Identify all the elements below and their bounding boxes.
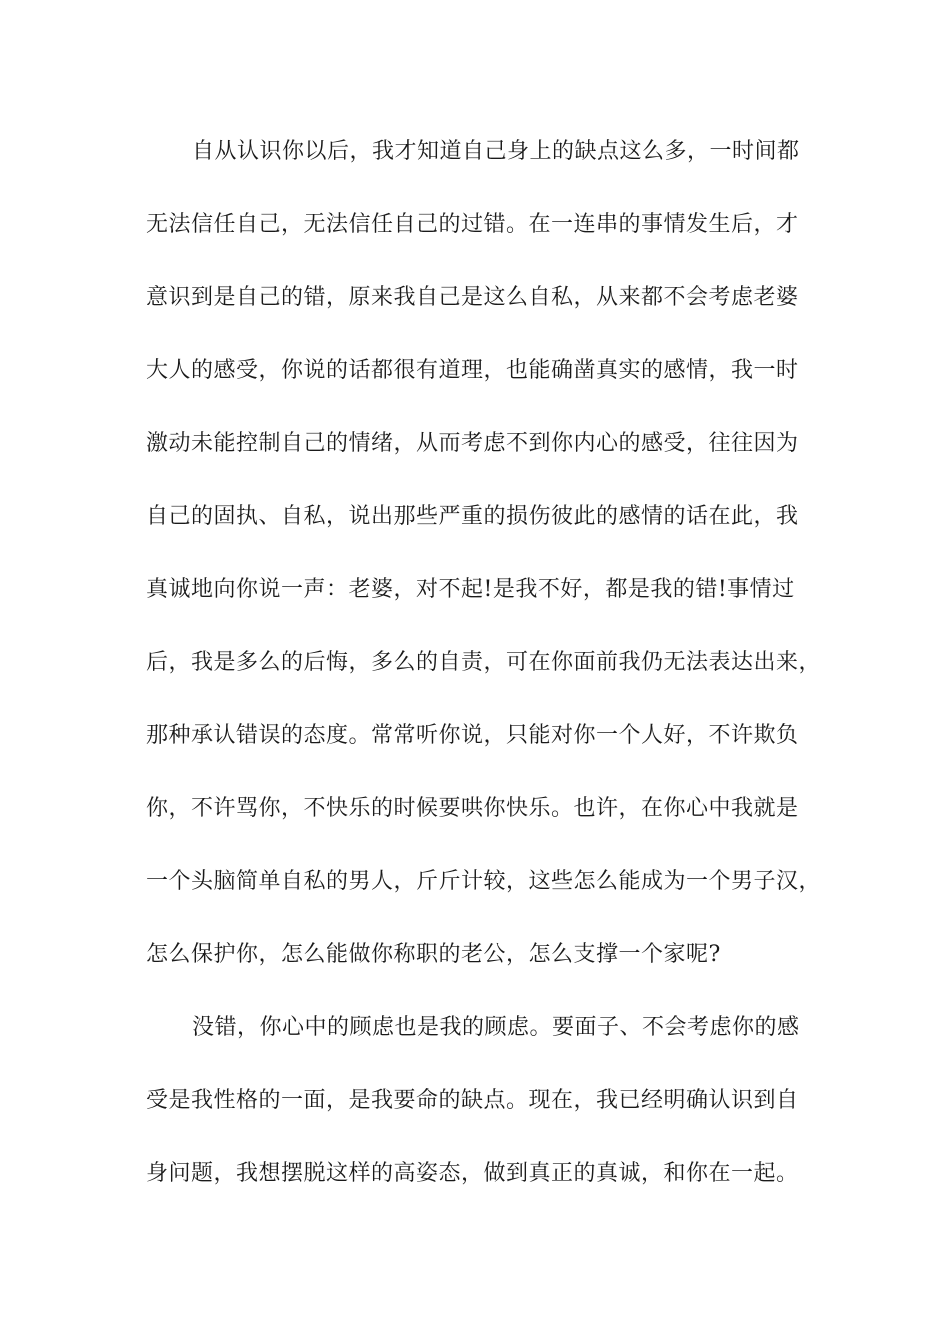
document-body (146, 132, 826, 1227)
paragraph-1-line-6: 自己的固执、自私，说出那些严重的损伤彼此的感情的话在此，我 (146, 504, 799, 529)
paragraph-2-line-2: 受是我性格的一面，是我要命的缺点。现在，我已经明确认识到自 (146, 1088, 799, 1113)
paragraph-2-line-3: 身问题，我想摆脱这样的高姿态，做到真正的真诚，和你在一起。 (146, 1161, 799, 1186)
paragraph-1-line-10: 你，不许骂你，不快乐的时候要哄你快乐。也许，在你心中我就是 (146, 796, 799, 821)
paragraph-1-line-11: 一个头脑简单自私的男人，斤斤计较，这些怎么能成为一个男子汉， (146, 869, 822, 894)
paragraph-1-line-9: 那种承认错误的态度。常常听你说，只能对你一个人好，不许欺负 (146, 723, 799, 748)
paragraph-1-line-12: 怎么保护你，怎么能做你称职的老公，怎么支撑一个家呢? (146, 942, 721, 967)
paragraph-1-line-4: 大人的感受，你说的话都很有道理，也能确凿真实的感情，我一时 (146, 358, 799, 383)
paragraph-1-line-5: 激动未能控制自己的情绪，从而考虑不到你内心的感受，往往因为 (146, 431, 799, 456)
paragraph-1-line-1: 自从认识你以后，我才知道自己身上的缺点这么多，一时间都 (192, 139, 800, 164)
paragraph-1-line-8: 后，我是多么的后悔，多么的自责，可在你面前我仍无法表达出来， (146, 650, 822, 675)
paragraph-2-line-1: 没错，你心中的顾虑也是我的顾虑。要面子、不会考虑你的感 (192, 1015, 800, 1040)
paragraph-1-line-3: 意识到是自己的错，原来我自己是这么自私，从来都不会考虑老婆 (146, 285, 799, 310)
paragraph-1-line-7: 真诚地向你说一声：老婆，对不起!是我不好，都是我的错!事情过 (146, 577, 795, 602)
paragraph-1-line-2: 无法信任自己，无法信任自己的过错。在一连串的事情发生后，才 (146, 212, 799, 237)
